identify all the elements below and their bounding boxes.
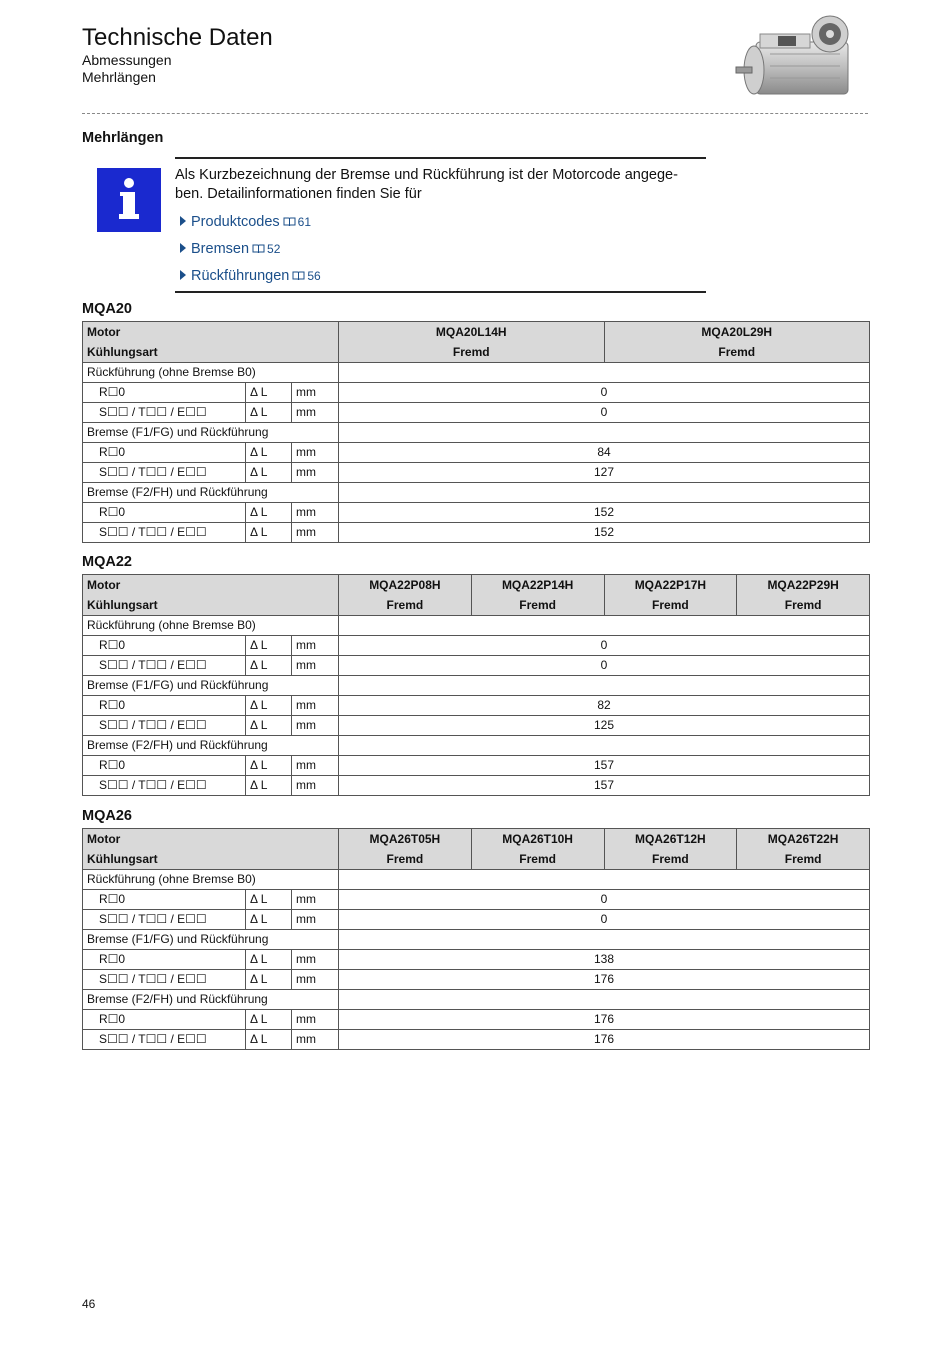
data-table — [82, 574, 870, 796]
motor-code-header: MQA22P08H — [338, 575, 471, 595]
table-row — [83, 502, 869, 523]
cooling-cell: Fremd — [604, 849, 737, 869]
table-row — [83, 695, 869, 716]
delta-l-label: Δ L — [245, 1009, 291, 1029]
value-cell: 125 — [338, 715, 869, 735]
delta-l-label: Δ L — [245, 442, 291, 462]
cooling-cell: Fremd — [338, 849, 471, 869]
value-cell: 0 — [338, 635, 869, 655]
variant-label: S☐☐ / T☐☐ / E☐☐ — [99, 658, 207, 672]
delta-l-label: Δ L — [245, 382, 291, 402]
delta-l-label: Δ L — [245, 462, 291, 482]
unit-label: mm — [291, 949, 338, 969]
cooling-cell: Fremd — [604, 595, 737, 615]
cooling-cell: Fremd — [471, 849, 604, 869]
empty-cell — [338, 422, 869, 442]
delta-l-label: Δ L — [245, 655, 291, 675]
table-row — [83, 735, 869, 756]
table-row — [83, 849, 869, 870]
delta-l-label: Δ L — [245, 522, 291, 542]
delta-l-label: Δ L — [245, 969, 291, 989]
page-title: Technische Daten — [82, 24, 273, 51]
unit-label: mm — [291, 462, 338, 482]
book-icon — [283, 217, 296, 227]
table-row — [83, 909, 869, 930]
unit-label: mm — [291, 889, 338, 909]
link-bremsen[interactable]: Bremsen 52 — [180, 241, 280, 257]
variant-label: S☐☐ / T☐☐ / E☐☐ — [99, 405, 207, 419]
value-cell: 157 — [338, 775, 869, 795]
variant-label: R☐0 — [99, 758, 126, 772]
servo-motor-image — [730, 8, 860, 106]
table-row — [83, 382, 869, 403]
delta-l-label: Δ L — [245, 1029, 291, 1049]
unit-label: mm — [291, 695, 338, 715]
value-cell: 0 — [338, 889, 869, 909]
section-title: Mehrlängen — [82, 130, 164, 146]
value-cell: 138 — [338, 949, 869, 969]
table-row — [83, 715, 869, 736]
motor-code-header: MQA26T12H — [604, 829, 737, 849]
group-label: Rückführung (ohne Bremse B0) — [87, 365, 256, 379]
table-row — [83, 615, 869, 636]
cooling-cell: Fremd — [471, 595, 604, 615]
empty-cell — [338, 362, 869, 382]
table-row — [83, 635, 869, 656]
value-cell: 152 — [338, 522, 869, 542]
value-cell: 84 — [338, 442, 869, 462]
row-label: Motor — [87, 578, 121, 592]
variant-label: R☐0 — [99, 385, 126, 399]
variant-label: S☐☐ / T☐☐ / E☐☐ — [99, 525, 207, 539]
variant-label: R☐0 — [99, 892, 126, 906]
table-row — [83, 575, 869, 596]
unit-label: mm — [291, 522, 338, 542]
unit-label: mm — [291, 502, 338, 522]
table-row — [83, 522, 869, 542]
table-row — [83, 442, 869, 463]
info-icon — [97, 168, 161, 232]
value-cell: 0 — [338, 909, 869, 929]
value-cell: 176 — [338, 1009, 869, 1029]
delta-l-label: Δ L — [245, 695, 291, 715]
data-table — [82, 828, 870, 1050]
row-label: Motor — [87, 832, 121, 846]
table-row — [83, 989, 869, 1010]
variant-label: R☐0 — [99, 952, 126, 966]
group-label: Rückführung (ohne Bremse B0) — [87, 872, 256, 886]
unit-label: mm — [291, 969, 338, 989]
value-cell: 157 — [338, 755, 869, 775]
delta-l-label: Δ L — [245, 635, 291, 655]
motor-code-header: MQA20L14H — [338, 322, 604, 342]
delta-l-label: Δ L — [245, 402, 291, 422]
table-row — [83, 829, 869, 850]
cooling-cell: Fremd — [338, 342, 604, 362]
value-cell: 176 — [338, 1029, 869, 1049]
link-produktcodes[interactable]: Produktcodes 61 — [180, 214, 311, 230]
group-label: Bremse (F1/FG) und Rückführung — [87, 932, 269, 946]
unit-label: mm — [291, 442, 338, 462]
table-row — [83, 342, 869, 363]
table-row — [83, 655, 869, 676]
info-text: Als Kurzbezeichnung der Bremse und Rückführung ist der Motorcode angege-ben. Detailinformationen finden Sie für — [175, 167, 678, 202]
page-subtitle: Abmessungen — [82, 52, 172, 68]
value-cell: 0 — [338, 655, 869, 675]
table-row — [83, 462, 869, 483]
group-label: Bremse (F1/FG) und Rückführung — [87, 425, 269, 439]
motor-code-header: MQA26T22H — [736, 829, 869, 849]
empty-cell — [338, 989, 869, 1009]
variant-label: R☐0 — [99, 505, 126, 519]
book-icon — [252, 244, 265, 254]
table-row — [83, 675, 869, 696]
motor-code-header: MQA26T05H — [338, 829, 471, 849]
row-label: Kühlungsart — [87, 598, 158, 612]
variant-label: S☐☐ / T☐☐ / E☐☐ — [99, 1032, 207, 1046]
value-cell: 152 — [338, 502, 869, 522]
unit-label: mm — [291, 382, 338, 402]
delta-l-label: Δ L — [245, 715, 291, 735]
group-label: Bremse (F1/FG) und Rückführung — [87, 678, 269, 692]
table-row — [83, 362, 869, 383]
motor-code-header: MQA20L29H — [604, 322, 870, 342]
empty-cell — [338, 675, 869, 695]
variant-label: S☐☐ / T☐☐ / E☐☐ — [99, 465, 207, 479]
value-cell: 176 — [338, 969, 869, 989]
table-row — [83, 1009, 869, 1030]
empty-cell — [338, 482, 869, 502]
arrow-right-icon — [180, 243, 186, 253]
group-label: Bremse (F2/FH) und Rückführung — [87, 738, 268, 752]
delta-l-label: Δ L — [245, 775, 291, 795]
delta-l-label: Δ L — [245, 949, 291, 969]
motor-code-header: MQA22P14H — [471, 575, 604, 595]
empty-cell — [338, 615, 869, 635]
table-title: MQA22 — [82, 554, 132, 570]
value-cell: 0 — [338, 382, 869, 402]
page-subtitle-2: Mehrlängen — [82, 69, 156, 85]
row-label: Kühlungsart — [87, 345, 158, 359]
arrow-right-icon — [180, 216, 186, 226]
unit-label: mm — [291, 1009, 338, 1029]
delta-l-label: Δ L — [245, 755, 291, 775]
value-cell: 0 — [338, 402, 869, 422]
unit-label: mm — [291, 402, 338, 422]
empty-cell — [338, 735, 869, 755]
variant-label: S☐☐ / T☐☐ / E☐☐ — [99, 718, 207, 732]
motor-code-header: MQA26T10H — [471, 829, 604, 849]
cooling-cell: Fremd — [736, 849, 869, 869]
page-number: 46 — [82, 1297, 96, 1311]
book-icon — [292, 271, 305, 281]
table-row — [83, 595, 869, 616]
variant-label: S☐☐ / T☐☐ / E☐☐ — [99, 912, 207, 926]
row-label: Kühlungsart — [87, 852, 158, 866]
delta-l-label: Δ L — [245, 909, 291, 929]
group-label: Bremse (F2/FH) und Rückführung — [87, 992, 268, 1006]
link-rueckfuehrungen[interactable]: Rückführungen 56 — [180, 268, 321, 284]
header-divider — [82, 113, 868, 114]
value-cell: 127 — [338, 462, 869, 482]
empty-cell — [338, 869, 869, 889]
value-cell: 82 — [338, 695, 869, 715]
empty-cell — [338, 929, 869, 949]
table-row — [83, 322, 869, 343]
arrow-right-icon — [180, 270, 186, 280]
cooling-cell: Fremd — [338, 595, 471, 615]
cooling-cell: Fremd — [736, 595, 869, 615]
unit-label: mm — [291, 755, 338, 775]
unit-label: mm — [291, 909, 338, 929]
data-table — [82, 321, 870, 543]
table-title: MQA26 — [82, 808, 132, 824]
unit-label: mm — [291, 1029, 338, 1049]
unit-label: mm — [291, 655, 338, 675]
table-row — [83, 402, 869, 423]
variant-label: S☐☐ / T☐☐ / E☐☐ — [99, 972, 207, 986]
group-label: Bremse (F2/FH) und Rückführung — [87, 485, 268, 499]
unit-label: mm — [291, 775, 338, 795]
table-title: MQA20 — [82, 301, 132, 317]
motor-code-header: MQA22P29H — [736, 575, 869, 595]
unit-label: mm — [291, 635, 338, 655]
table-row — [83, 755, 869, 776]
table-row — [83, 422, 869, 443]
variant-label: R☐0 — [99, 445, 126, 459]
table-row — [83, 929, 869, 950]
delta-l-label: Δ L — [245, 502, 291, 522]
variant-label: R☐0 — [99, 638, 126, 652]
table-row — [83, 949, 869, 970]
table-row — [83, 889, 869, 910]
variant-label: R☐0 — [99, 1012, 126, 1026]
table-row — [83, 869, 869, 890]
cooling-cell: Fremd — [604, 342, 870, 362]
variant-label: S☐☐ / T☐☐ / E☐☐ — [99, 778, 207, 792]
motor-code-header: MQA22P17H — [604, 575, 737, 595]
delta-l-label: Δ L — [245, 889, 291, 909]
table-row — [83, 969, 869, 990]
variant-label: R☐0 — [99, 698, 126, 712]
table-row — [83, 482, 869, 503]
table-row — [83, 775, 869, 795]
group-label: Rückführung (ohne Bremse B0) — [87, 618, 256, 632]
row-label: Motor — [87, 325, 121, 339]
unit-label: mm — [291, 715, 338, 735]
table-row — [83, 1029, 869, 1049]
info-box — [175, 157, 706, 293]
